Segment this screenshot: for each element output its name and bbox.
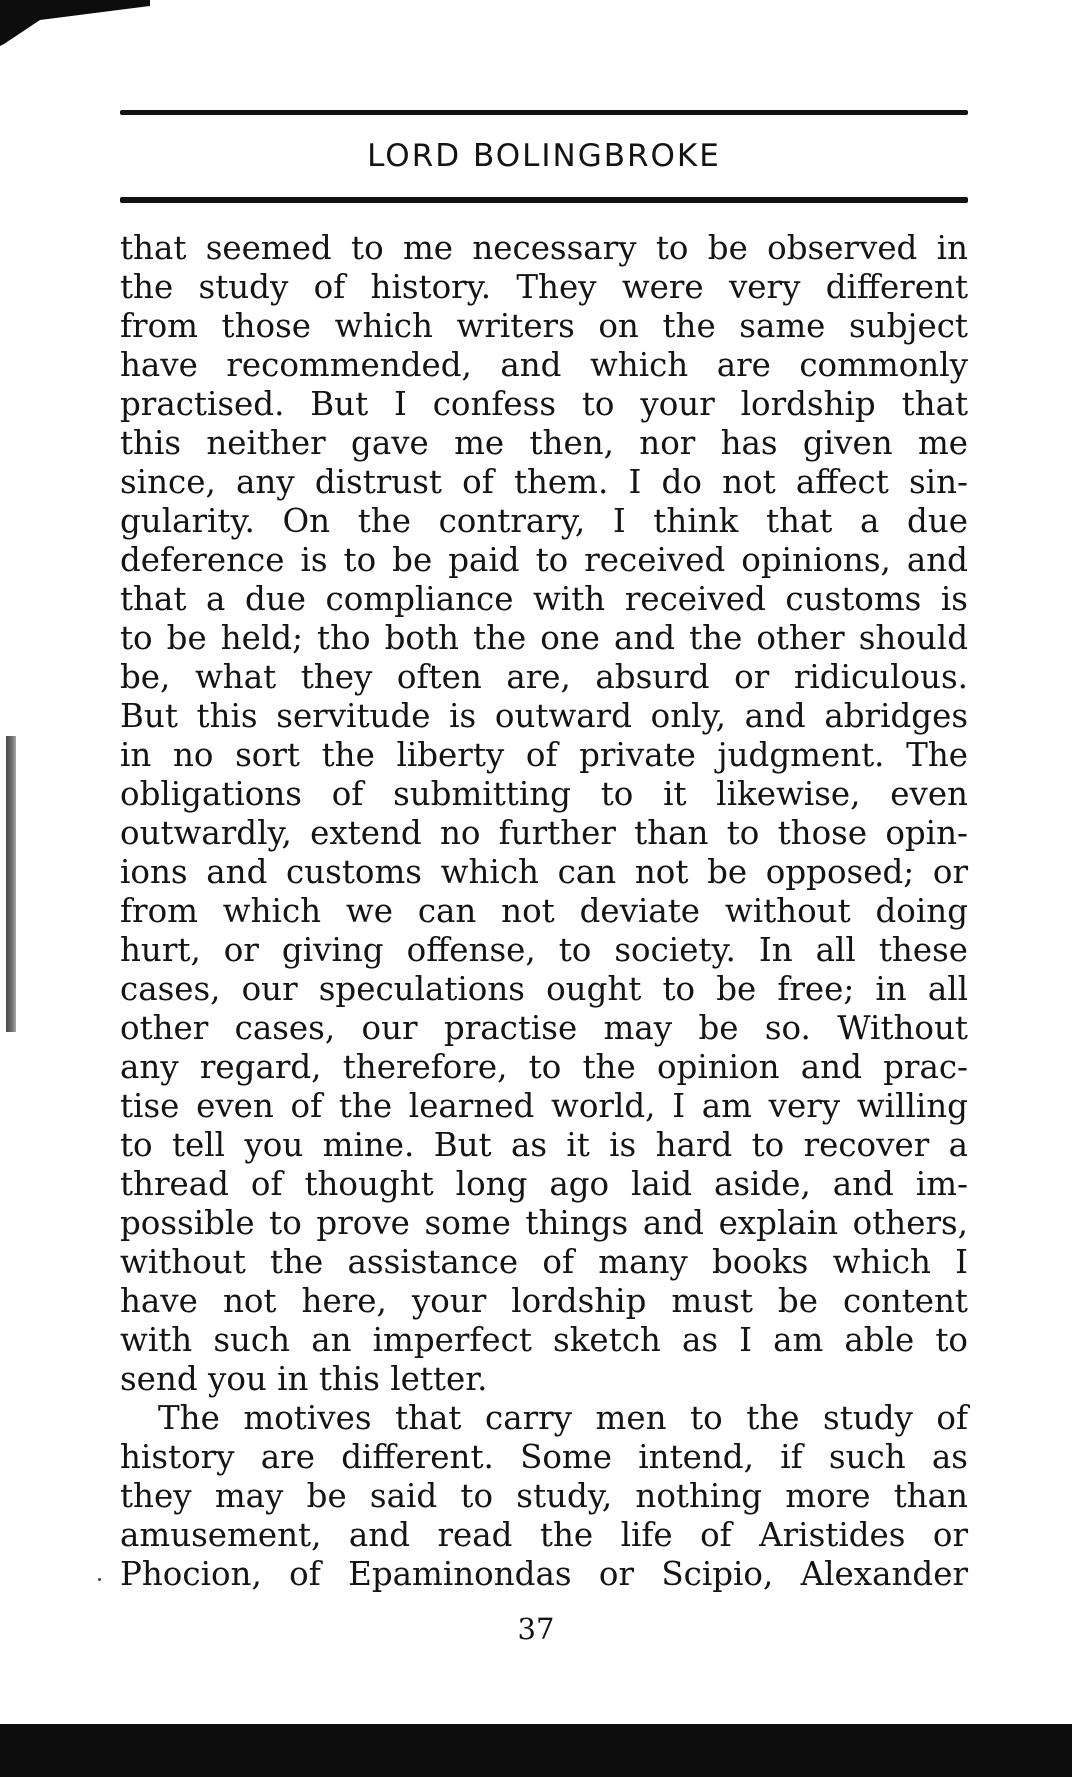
text-line: to be held; tho both the one and the other should bbox=[120, 619, 968, 657]
text-line: cases, our speculations ought to be free; in all bbox=[120, 970, 968, 1008]
text-line: since, any distrust of them. I do not affect sin- bbox=[120, 463, 968, 501]
text-line: outwardly, extend no further than to those opin- bbox=[120, 814, 968, 852]
scan-edge-mark bbox=[6, 736, 16, 1032]
text-line: tise even of the learned world, I am very willing bbox=[120, 1087, 968, 1125]
text-line: history are different. Some intend, if such as bbox=[120, 1438, 968, 1476]
text-line: any regard, therefore, to the opinion and prac- bbox=[120, 1048, 968, 1086]
header-rule-top bbox=[120, 110, 968, 115]
scan-bottom-band bbox=[0, 1724, 1072, 1777]
page-number: 37 bbox=[517, 1612, 555, 1646]
text-line: hurt, or giving offense, to society. In all these bbox=[120, 931, 968, 969]
text-line: ions and customs which can not be opposed; or bbox=[120, 853, 968, 891]
scan-corner-mark bbox=[0, 0, 150, 46]
text-line-paragraph-start: The motives that carry men to the study of bbox=[158, 1399, 968, 1437]
text-line: amusement, and read the life of Aristides or bbox=[120, 1516, 968, 1554]
text-line: send you in this letter. bbox=[120, 1360, 488, 1398]
text-line: possible to prove some things and explain others, bbox=[120, 1204, 968, 1242]
text-line: in no sort the liberty of private judgment. The bbox=[120, 736, 968, 774]
text-line: they may be said to study, nothing more than bbox=[120, 1477, 968, 1515]
running-head: LORD BOLINGBROKE bbox=[367, 138, 721, 174]
scan-speck bbox=[98, 1578, 101, 1581]
text-line: have not here, your lordship must be content bbox=[120, 1282, 968, 1320]
text-line: be, what they often are, absurd or ridiculous. bbox=[120, 658, 968, 696]
text-line: other cases, our practise may be so. Without bbox=[120, 1009, 968, 1047]
text-line: But this servitude is outward only, and abridges bbox=[120, 697, 968, 735]
text-line: that seemed to me necessary to be observed in bbox=[120, 229, 968, 267]
header-rule-bottom bbox=[120, 197, 968, 203]
text-line: from which we can not deviate without doing bbox=[120, 892, 968, 930]
text-line: thread of thought long ago laid aside, and im- bbox=[120, 1165, 968, 1203]
text-line: Phocion, of Epaminondas or Scipio, Alexander bbox=[120, 1555, 968, 1593]
text-line: that a due compliance with received customs is bbox=[120, 580, 968, 618]
text-line: have recommended, and which are commonly bbox=[120, 346, 968, 384]
text-line: practised. But I confess to your lordship that bbox=[120, 385, 968, 423]
text-line: to tell you mine. But as it is hard to recover a bbox=[120, 1126, 968, 1164]
text-line: deference is to be paid to received opinions, and bbox=[120, 541, 968, 579]
text-line: the study of history. They were very different bbox=[120, 268, 968, 306]
text-line: gularity. On the contrary, I think that a due bbox=[120, 502, 968, 540]
text-line: from those which writers on the same subject bbox=[120, 307, 968, 345]
text-line: this neither gave me then, nor has given me bbox=[120, 424, 968, 462]
text-line: obligations of submitting to it likewise, even bbox=[120, 775, 968, 813]
text-line: without the assistance of many books which I bbox=[120, 1243, 968, 1281]
text-line: with such an imperfect sketch as I am able to bbox=[120, 1321, 968, 1359]
body-text bbox=[120, 229, 968, 1594]
